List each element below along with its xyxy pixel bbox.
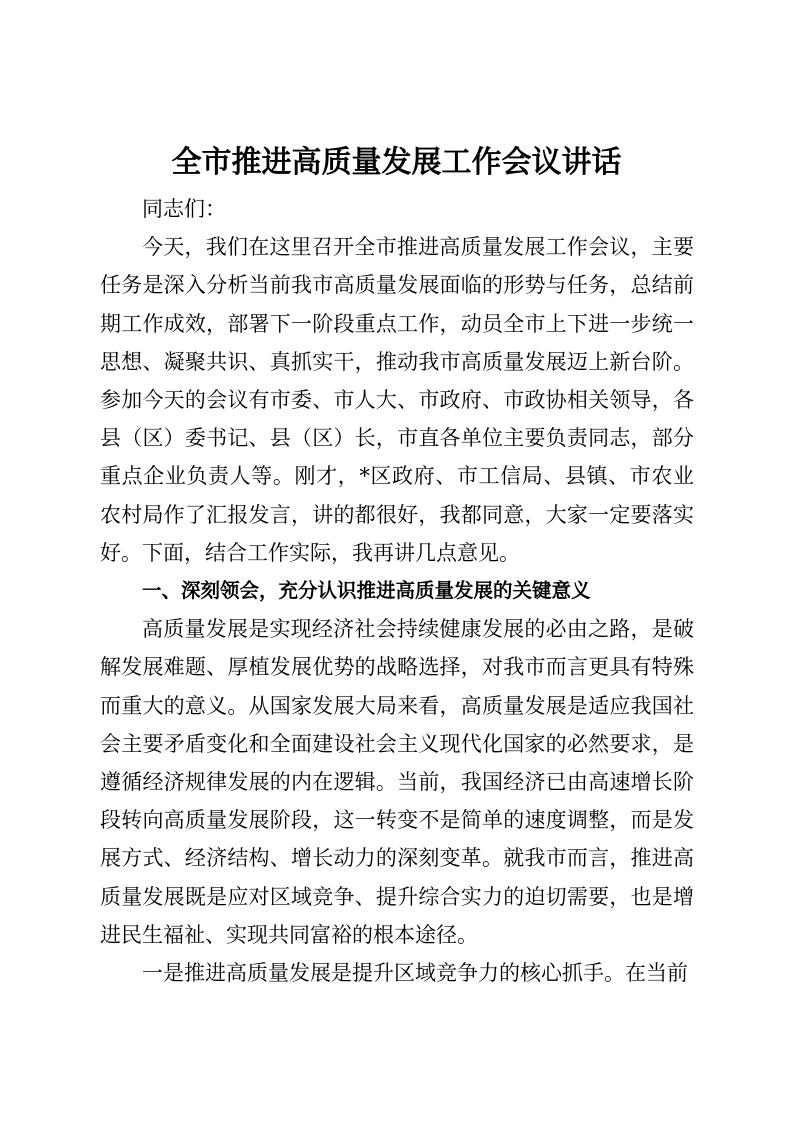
document-body	[100, 190, 694, 992]
body-paragraph-point-one: 一是推进高质量发展是提升区域竞争力的核心抓手。在当前	[142, 961, 688, 986]
body-paragraph-significance: 高质量发展是实现经济社会持续健康发展的必由之路，是破解发展难题、厚植发展优势的战略选择，对我市而言更具有特殊而重大的意义。从国家发展大局来看，高质量发展是适应我国社会主要矛盾变化和全面建设社会主义现代化国家的必然要求，是遵循经济规律发展的内在逻辑。当前，我国经济已由高速增长阶段转向高质量发展阶段，这一转变不是简单的速度调整，而是发展方式、经济结构、增长动力的深刻变革。就我市而言，推进高质量发展既是应对区域竞争、提升综合实力的迫切需要，也是增进民生福祉、实现共同富裕的根本途径。	[100, 617, 694, 947]
document-title: 全市推进高质量发展工作会议讲话	[171, 145, 622, 180]
body-paragraph-intro: 今天，我们在这里召开全市推进高质量发展工作会议，主要任务是深入分析当前我市高质量发展面临的形势与任务，总结前期工作成效，部署下一阶段重点工作，动员全市上下进一步统一思想、凝聚共识、真抓实干，推动我市高质量发展迈上新台阶。参加今天的会议有市委、市人大、市政府、市政协相关领导，各县（区）委书记、县（区）长，市直各单位主要负责同志，部分重点企业负责人等。刚才，*区政府、市工信局、县镇、市农业农村局作了汇报发言，讲的都很好，我都同意，大家一定要落实好。下面，结合工作实际，我再讲几点意见。	[100, 235, 694, 565]
salutation: 同志们：	[142, 197, 226, 221]
section-heading: 一、深刻领会，充分认识推进高质量发展的关键意义	[142, 579, 591, 603]
